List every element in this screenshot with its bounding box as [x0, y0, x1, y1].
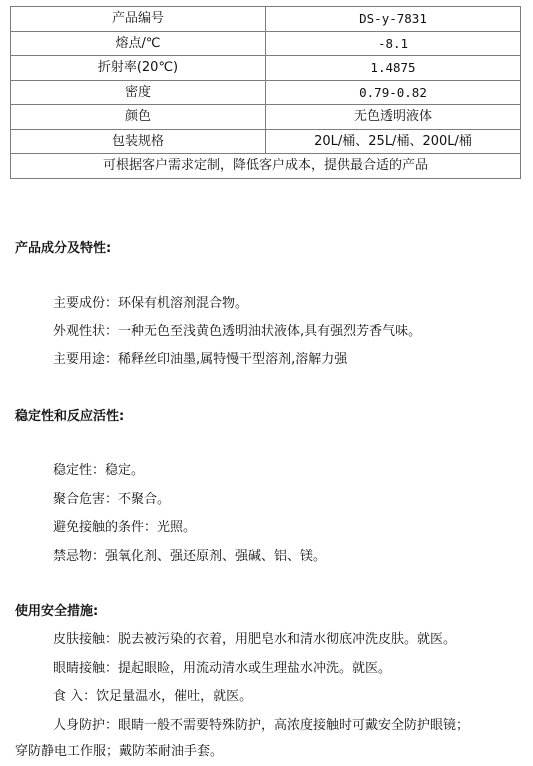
safety-line: 食 入：饮足量温水，催吐，就医。 [53, 689, 253, 704]
section-title-safety: 使用安全措施: [15, 604, 99, 619]
composition-line: 外观性状：一种无色至浅黄色透明油状液体,具有强烈芳香气味。 [53, 324, 422, 339]
stability-line: 避免接触的条件：光照。 [53, 520, 197, 535]
spec-value: 0.79-0.82 [266, 80, 521, 105]
safety-line: 穿防静电工作服；戴防苯耐油手套。 [15, 744, 224, 759]
composition-line: 主要成份：环保有机溶剂混合物。 [53, 296, 249, 311]
table-row [11, 7, 521, 32]
stability-line: 禁忌物：强氧化剂、强还原剂、强碱、铝、镁。 [53, 549, 327, 564]
safety-line: 皮肤接触：脱去被污染的衣着，用肥皂水和清水彻底冲洗皮肤。就医。 [53, 632, 457, 647]
spec-value: DS-y-7831 [266, 7, 521, 32]
table-row [11, 129, 521, 154]
spec-label: 包装规格 [11, 129, 266, 154]
stability-line: 稳定性：稳定。 [53, 463, 145, 478]
safety-line: 人身防护：眼睛一般不需要特殊防护，高浓度接触时可戴安全防护眼镜； [53, 718, 470, 733]
spec-value: 1.4875 [266, 56, 521, 81]
section-title-composition: 产品成分及特性: [15, 241, 112, 256]
spec-table [10, 6, 521, 179]
spec-label: 折射率(20℃) [11, 56, 266, 81]
spec-value: 无色透明液体 [266, 105, 521, 130]
spec-value: 20L/桶、25L/桶、200L/桶 [266, 129, 521, 154]
table-row [11, 31, 521, 56]
spec-value: -8.1 [266, 31, 521, 56]
table-row [11, 105, 521, 130]
table-footer-note: 可根据客户需求定制，降低客户成本，提供最合适的产品 [11, 154, 521, 179]
table-footer-row [11, 154, 521, 179]
composition-line: 主要用途：稀释丝印油墨,属特慢干型溶剂,溶解力强 [53, 352, 348, 367]
spec-label: 产品编号 [11, 7, 266, 32]
table-row [11, 56, 521, 81]
stability-line: 聚合危害：不聚合。 [53, 492, 171, 507]
spec-label: 颜色 [11, 105, 266, 130]
spec-label: 熔点/℃ [11, 31, 266, 56]
section-title-stability: 稳定性和反应活性: [15, 409, 125, 424]
safety-line: 眼睛接触：提起眼睑，用流动清水或生理盐水冲洗。就医。 [53, 661, 392, 676]
table-row [11, 80, 521, 105]
spec-label: 密度 [11, 80, 266, 105]
